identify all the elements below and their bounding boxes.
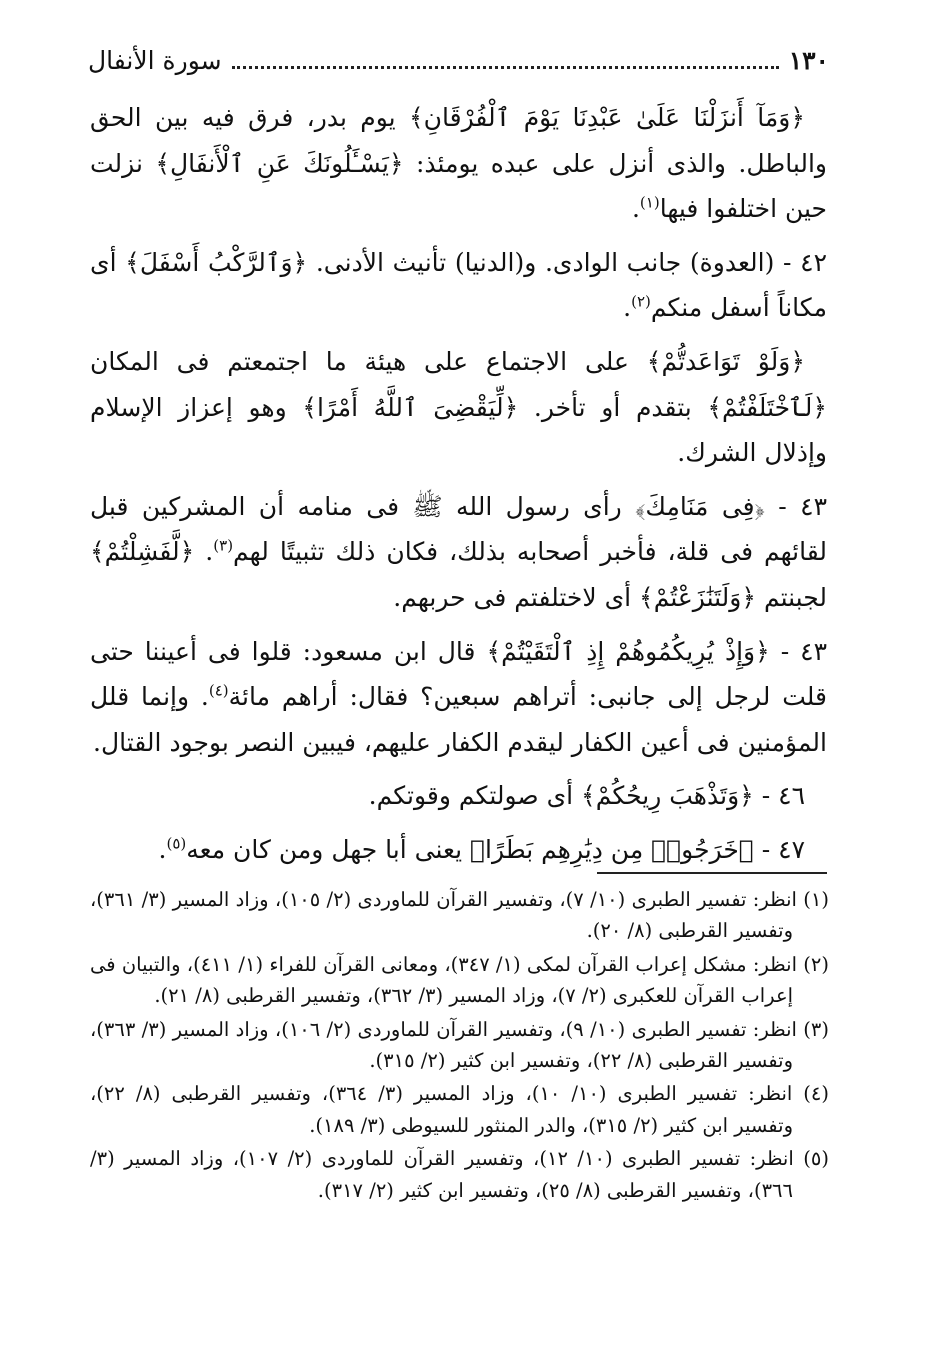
footnotes [90,884,829,1208]
paragraph-text: ﴿وَلَوْ تَوَاعَدتُّمْ﴾ على الاجتماع على هيئة ما اجتمعتم فى المكان ﴿لَٱخْتَلَفْتُمْ﴾ بتقدم أو تأخر. ﴿لِّيَقْضِىَ ٱللَّهُ أَمْرًا﴾ وهو إعزاز الإسلام وإذلال الشرك. [90,346,827,468]
paragraph-end: . [623,293,632,323]
footnote-ref: (٥) [166,834,187,853]
paragraph [90,629,827,766]
paragraph-end: . وإنما قلل المؤمنين فى أعين الكفار ليقدم الكفار عليهم، فيبين النصر بوجود القتال. [90,682,827,757]
paragraph [90,827,827,873]
header-dotted-leader [232,64,779,69]
page-header [88,40,829,80]
footnote: (٤) انظر: تفسير الطبرى (١٠/ ١٠)، وزاد المسير (٣/ ٣٦٤)، وتفسير القرطبى (٨/ ٢٢)، وتفسير ابن كثير (٢/ ٣١٥)، والدر المنثور للسيوطى (٣/ ١٨٩). [90,1082,829,1137]
footnote-ref: (٣) [213,537,234,556]
paragraph [90,240,827,331]
commentary-body [90,95,827,881]
paragraph [90,339,827,476]
footnote-ref: (١) [639,193,660,212]
page-number: ١٣٠ [788,45,829,75]
footnote: (١) انظر: تفسير الطبرى (١٠/ ٧)، وتفسير القرآن للماوردى (٢/ ١٠٥)، وزاد المسير (٣/ ٣٦١)، وتفسير القرطبى (٨/ ٢٠). [90,888,830,943]
footnote: (٢) انظر: مشكل إعراب القرآن لمكى (١/ ٣٤٧)، ومعانى القرآن للفراء (١/ ٤١١)، والتبيان فى إعراب القرآن للعكبرى (٢/ ٧)، وزاد المسير (٣/ ٣٦٢)، وتفسير القرطبى (٨/ ٢١). [90,952,829,1008]
paragraph-text: ٤٢ - (العدوة) جانب الوادى. و(الدنيا) تأنيث الأدنى. ﴿وَٱلرَّكْبُ أَسْفَلَ﴾ أى مكاناً أسفل منكم [90,247,827,323]
paragraph [90,95,827,232]
paragraph-end: . ﴿لَّفَشِلْتُمْ﴾ لجبنتم ﴿وَلَتَنَٰزَعْتُمْ﴾ أى لاختلفتم فى حربهم. [90,537,827,612]
footnote: (٥) انظر: تفسير الطبرى (١٠/ ١٢)، وتفسير القرآن للماوردى (٢/ ١٠٧)، وزاد المسير (٣/ ٣٦٦)، وتفسير القرطبى (٨/ ٢٥)، وتفسير ابن كثير (٢/ ٣١٧). [90,1147,829,1202]
paragraph-text: ٤٣ - ﴿وَإِذْ يُرِيكُمُوهُمْ إِذِ ٱلْتَقَيْتُمْ﴾ قال ابن مسعود: قلوا فى أعيننا حتى قلت لرجل إلى جانبى: أتراهم سبعين؟ فقال: أراهم مائة [90,636,827,712]
paragraph-end: . [631,194,640,224]
paragraph-text: ٤٦ - ﴿وَتَذْهَبَ رِيحُكُمْ﴾ أى صولتكم وقوتكم. [368,781,805,811]
footnote-ref: (٤) [208,681,229,700]
paragraph [90,484,827,621]
footnote: (٣) انظر: تفسير الطبرى (١٠/ ٩)، وتفسير القرآن للماوردى (٢/ ١٠٦)، وزاد المسير (٣/ ٣٦٣)، وتفسير القرطبى (٨/ ٢٢)، وتفسير ابن كثير (٢/ ٣١٥). [90,1017,830,1073]
surah-title: سورة الأنفال [88,45,222,75]
footnote-separator [597,872,827,874]
paragraph [90,773,827,819]
footnote-ref: (٢) [631,293,651,312]
paragraph-text: ٤٧ - ﴿خَرَجُوا۟ مِن دِيَٰرِهِم بَطَرًا﴾ يعنى أبا جهل ومن كان معه [186,834,805,864]
paragraph-text: ٤٣ - ﴿فِى مَنَامِكَ﴾ رأى رسول الله ﷺ فى منامه أن المشركين قبل لقائهم فى قلة، فأخبر أصحابه بذلك، فكان ذلك تثبيتًا لهم [90,491,828,567]
paragraph-text: ﴿وَمَآ أَنزَلْنَا عَلَىٰ عَبْدِنَا يَوْمَ ٱلْفُرْقَانِ﴾ يوم بدر، فرق فيه بين الحق والباطل. والذى أنزل على عبده يومئذ: ﴿يَسْـَٔلُونَكَ عَنِ ٱلْأَنفَالِ﴾ نزلت حين اختلفوا فيها [90,103,827,224]
paragraph-end: . [158,834,167,864]
